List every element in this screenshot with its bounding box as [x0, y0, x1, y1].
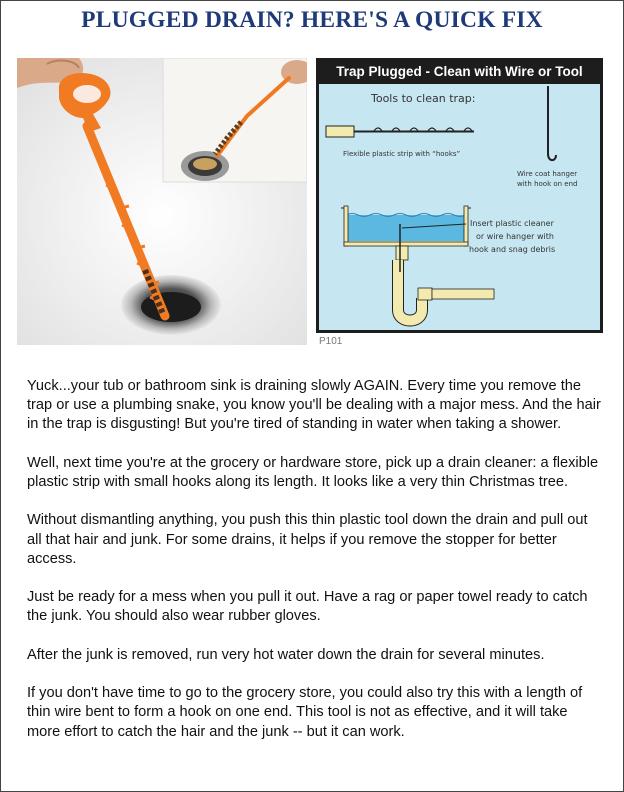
- paragraph: Well, next time you're at the grocery or hardware store, pick up a drain cleaner: a flexible plastic strip with small hooks along its length. It looks like a very thin Christmas tree.: [27, 454, 599, 490]
- insert-label-3: hook and snag debris: [469, 245, 556, 254]
- hanger-label-2: with hook on end: [517, 180, 578, 188]
- paragraph: Just be ready for a mess when you pull it out. Have a rag or paper towel ready to catch the junk. You should also wear rubber gloves.: [27, 589, 588, 625]
- drain-tool-photo: [17, 58, 307, 345]
- paragraph: If you don't have time to go to the grocery store, you could also try this with a length of thin wire bent to form a hook on one end. This tool is not as effective, and it will take more effort to catch the hair and the junk -- but it can work.: [27, 685, 583, 740]
- paragraph: Yuck...your tub or bathroom sink is draining slowly AGAIN. Every time you remove the trap or use a plumbing snake, you know you'll be dealing with a major mess. And the hair in the trap is disgusting! But you're tired of standing in water when taking a shower.: [27, 378, 601, 433]
- paragraph: Without dismantling anything, you push this thin plastic tool down the drain and pull out all that hair and junk. For some drains, it helps if you remove the stopper for better access.: [27, 512, 588, 567]
- trap-diagram: [316, 58, 603, 333]
- hanger-label-1: Wire coat hanger: [517, 170, 578, 178]
- inset-photo: [163, 58, 307, 182]
- article-body: [27, 377, 602, 761]
- page-title: PLUGGED DRAIN? HERE'S A QUICK FIX: [81, 7, 543, 33]
- tools-label: Tools to clean trap:: [371, 92, 476, 105]
- paragraph: After the junk is removed, run very hot water down the drain for several minutes.: [27, 646, 545, 663]
- insert-label-1: Insert plastic cleaner: [470, 219, 554, 228]
- diagram-heading: Trap Plugged - Clean with Wire or Tool: [336, 64, 583, 79]
- strip-label: Flexible plastic strip with “hooks”: [343, 150, 461, 158]
- insert-label-2: or wire hanger with: [476, 232, 554, 241]
- figure-caption: P101: [319, 336, 343, 347]
